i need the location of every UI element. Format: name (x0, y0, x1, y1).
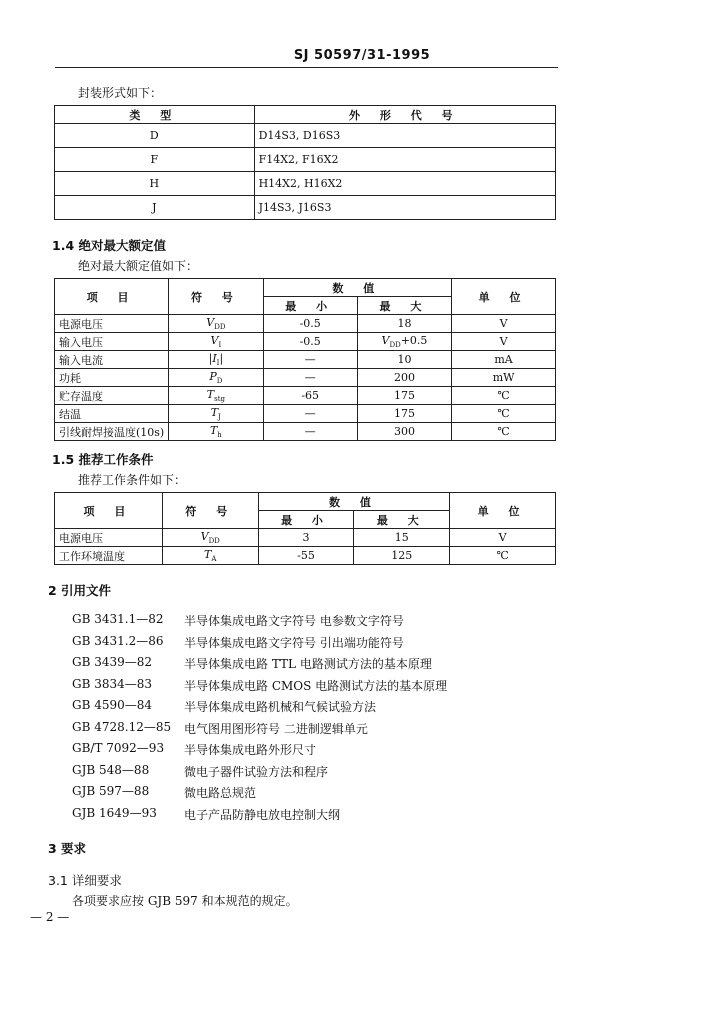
cell-unit: ℃ (452, 423, 556, 441)
table-row (55, 387, 556, 405)
symbol-text: T (209, 423, 218, 437)
cell-symbol (169, 315, 263, 333)
table-row (55, 196, 556, 220)
reference-code: GB/T 7092—93 (72, 741, 165, 755)
requirements-body: 各项要求应按 GJB 597 和本规范的规定。 (72, 894, 298, 908)
max-tail: +0.5 (400, 333, 428, 347)
col-header-unit: 单 位 (452, 279, 556, 315)
symbol-subscript: h (217, 431, 222, 440)
reference-title: 半导体集成电路机械和气候试验方法 (184, 700, 377, 714)
cell-unit: ℃ (452, 405, 556, 423)
reference-code: GB 3439—82 (72, 655, 153, 669)
section-heading-requirements: 3 要求 (48, 841, 87, 856)
reference-code: GB 3834—83 (72, 676, 153, 691)
symbol-subscript: A (211, 555, 217, 564)
reference-title: 半导体集成电路 TTL 电路测试方法的基本原理 (184, 657, 432, 671)
col-header-unit: 单 位 (450, 493, 556, 529)
list-item (72, 806, 447, 828)
cell-unit: ℃ (452, 387, 556, 405)
reference-list (72, 612, 447, 827)
cell-item: 输入电流 (55, 351, 169, 369)
col-header-type: 类 型 (55, 106, 255, 124)
section-heading-abs-max: 1.4 绝对最大额定值 (52, 238, 166, 253)
reference-title: 电气图用图形符号 二进制逻辑单元 (184, 721, 368, 736)
cell-item: 输入电压 (55, 333, 169, 351)
section-heading-recommended: 1.5 推荐工作条件 (52, 452, 154, 467)
cell-min: -0.5 (263, 333, 357, 351)
table-row (55, 547, 556, 565)
cell-max: 175 (357, 387, 451, 405)
cell-item: 结温 (55, 405, 169, 423)
table-row (55, 172, 556, 196)
reference-title: 半导体集成电路文字符号 电参数文字符号 (184, 614, 404, 628)
reference-code: GJB 1649—93 (72, 805, 157, 820)
symbol-text: V (210, 333, 219, 347)
cell-min: — (263, 369, 357, 387)
cell-symbol (169, 405, 263, 423)
cell-max: 15 (354, 529, 450, 547)
symbol-tail: | (219, 351, 224, 365)
reference-title: 半导体集成电路文字符号 引出端功能符号 (184, 635, 404, 650)
symbol-text: T (206, 387, 215, 401)
page-number: — 2 — (30, 910, 70, 924)
symbol-text: T (204, 547, 212, 561)
recommended-intro: 推荐工作条件如下： (78, 473, 187, 487)
sub-heading-detail: 3.1 详细要求 (48, 873, 122, 888)
symbol-subscript: DD (214, 323, 226, 332)
cell-max: 10 (357, 351, 451, 369)
reference-title: 微电子器件试验方法和程序 (184, 764, 329, 779)
col-header-item: 项 目 (55, 493, 163, 529)
col-header-min: 最 小 (263, 297, 357, 315)
reference-code: GB 4590—84 (72, 698, 153, 712)
cell-unit: mA (452, 351, 556, 369)
list-item (72, 677, 447, 699)
cell-item: 贮存温度 (55, 387, 169, 405)
package-table (54, 105, 556, 220)
symbol-text: P (209, 369, 217, 383)
cell-symbol (169, 333, 263, 351)
cell-max: 300 (357, 423, 451, 441)
reference-code: GB 4728.12—85 (72, 719, 172, 734)
cell-max: 200 (357, 369, 451, 387)
col-header-max: 最 大 (357, 297, 451, 315)
table-row (55, 333, 556, 351)
cell-item: 工作环境温度 (55, 547, 163, 565)
cell-symbol (169, 369, 263, 387)
symbol-subscript: I (218, 341, 222, 350)
cell-item: 功耗 (55, 369, 169, 387)
cell-item: 电源电压 (55, 315, 169, 333)
reference-code: GB 3431.2—86 (72, 633, 164, 648)
cell-type: J (55, 196, 255, 220)
cell-min: — (263, 405, 357, 423)
cell-max: 125 (354, 547, 450, 565)
cell-type: H (55, 172, 255, 196)
table-row (55, 315, 556, 333)
cell-symbol (169, 423, 263, 441)
symbol-subscript: DD (208, 537, 220, 546)
cell-outline: J14S3, J16S3 (254, 196, 555, 220)
table-row (55, 423, 556, 441)
symbol-text: V (206, 315, 215, 329)
reference-code: GJB 597—88 (72, 784, 150, 798)
list-item (72, 698, 447, 720)
cell-min: — (263, 351, 357, 369)
list-item (72, 655, 447, 677)
cell-outline: H14X2, H16X2 (254, 172, 555, 196)
abs-max-intro: 绝对最大额定值如下： (78, 259, 199, 273)
cell-item: 电源电压 (55, 529, 163, 547)
cell-symbol (169, 387, 263, 405)
table-header-row (55, 279, 556, 297)
table-header-row (55, 493, 556, 511)
table-row (55, 124, 556, 148)
col-header-symbol: 符 号 (169, 279, 263, 315)
cell-max (357, 333, 451, 351)
cell-unit: V (450, 529, 556, 547)
col-header-outline: 外 形 代 号 (254, 106, 555, 124)
cell-min: 3 (258, 529, 354, 547)
cell-symbol (162, 529, 258, 547)
cell-symbol (162, 547, 258, 565)
col-header-value: 数 值 (263, 279, 452, 297)
reference-title: 微电路总规范 (184, 786, 257, 800)
reference-title: 半导体集成电路 CMOS 电路测试方法的基本原理 (184, 678, 448, 693)
col-header-item: 项 目 (55, 279, 169, 315)
table-row (55, 369, 556, 387)
col-header-max: 最 大 (354, 511, 450, 529)
package-intro: 封装形式如下： (78, 86, 163, 100)
col-header-min: 最 小 (258, 511, 354, 529)
max-subscript: DD (389, 341, 401, 350)
list-item (72, 634, 447, 656)
cell-min: — (263, 423, 357, 441)
cell-unit: V (452, 333, 556, 351)
table-row (55, 148, 556, 172)
symbol-text: V (200, 529, 209, 543)
abs-max-table (54, 278, 556, 441)
col-header-value: 数 值 (258, 493, 450, 511)
cell-max: 175 (357, 405, 451, 423)
cell-unit: V (452, 315, 556, 333)
table-row (55, 405, 556, 423)
list-item (72, 763, 447, 785)
list-item (72, 612, 447, 634)
list-item (72, 741, 447, 763)
table-row (55, 351, 556, 369)
reference-title: 电子产品防静电放电控制大纲 (184, 807, 341, 822)
cell-unit: ℃ (450, 547, 556, 565)
recommended-table (54, 492, 556, 565)
symbol-text: T (210, 405, 219, 419)
cell-item: 引线耐焊接温度(10s) (55, 423, 169, 441)
section-heading-references: 2 引用文件 (48, 583, 112, 598)
doc-number: SJ 50597/31-1995 (293, 48, 431, 63)
cell-min: -0.5 (263, 315, 357, 333)
cell-unit: mW (452, 369, 556, 387)
cell-min: -55 (258, 547, 354, 565)
header-rule (55, 67, 558, 68)
reference-code: GB 3431.1—82 (72, 612, 164, 626)
symbol-subscript: I (216, 359, 220, 368)
cell-outline: D14S3, D16S3 (254, 124, 555, 148)
cell-symbol (169, 351, 263, 369)
cell-type: D (55, 124, 255, 148)
reference-title: 半导体集成电路外形尺寸 (184, 743, 317, 757)
table-row (55, 529, 556, 547)
list-item (72, 784, 447, 806)
cell-type: F (55, 148, 255, 172)
max-symbol: V (381, 333, 390, 347)
cell-outline: F14X2, F16X2 (254, 148, 555, 172)
cell-min: -65 (263, 387, 357, 405)
symbol-subscript: stg (214, 395, 225, 404)
table-header-row (55, 106, 556, 124)
symbol-text: |I (208, 351, 217, 365)
reference-code: GJB 548—88 (72, 762, 150, 777)
list-item (72, 720, 447, 742)
symbol-subscript: D (216, 377, 223, 386)
cell-max: 18 (357, 315, 451, 333)
col-header-symbol: 符 号 (162, 493, 258, 529)
symbol-subscript: J (218, 413, 221, 422)
